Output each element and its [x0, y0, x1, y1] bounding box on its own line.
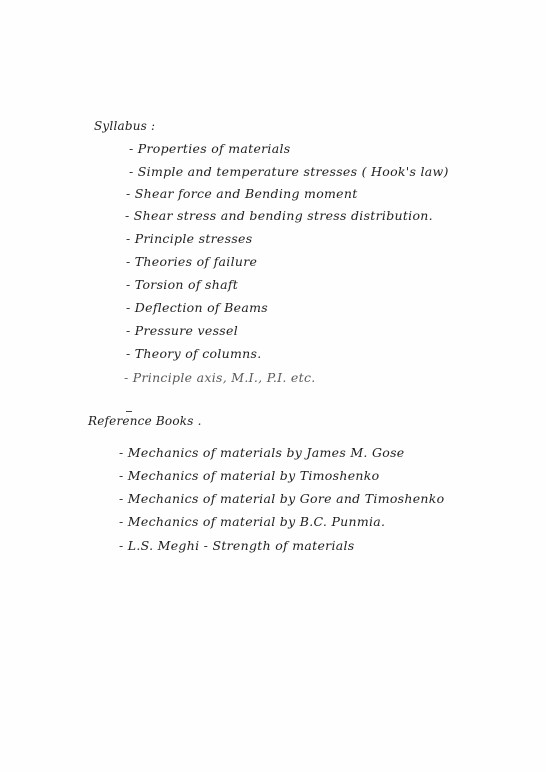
syllabus-item: - Shear stress and bending stress distribution. [125, 208, 433, 223]
syllabus-item: - Pressure vessel [126, 323, 238, 338]
reference-book-item: - L.S. Meghi - Strength of materials [119, 538, 355, 553]
syllabus-item: - Properties of materials [129, 141, 291, 156]
reference-book-item: - Mechanics of material by Timoshenko [119, 468, 380, 483]
syllabus-item: - Deflection of Beams [126, 300, 268, 315]
syllabus-item: - Simple and temperature stresses ( Hook's law) [129, 164, 449, 179]
reference-book-item: - Mechanics of material by B.C. Punmia. [119, 514, 386, 529]
syllabus-item: - Theory of columns. [126, 346, 262, 361]
syllabus-item: - Theories of failure [126, 254, 258, 269]
reference-book-item: - Mechanics of material by Gore and Timoshenko [119, 491, 445, 506]
syllabus-item: - Torsion of shaft [126, 277, 239, 292]
syllabus-item: - Principle stresses [126, 231, 253, 246]
syllabus-heading: Syllabus : [94, 119, 156, 133]
syllabus-item: - Shear force and Bending moment [126, 186, 358, 201]
reference-book-item: - Mechanics of materials by James M. Gose [119, 445, 405, 460]
syllabus-item: - Principle axis, M.I., P.I. etc. [124, 370, 316, 385]
reference-books-heading: Reference Books . [88, 414, 202, 428]
